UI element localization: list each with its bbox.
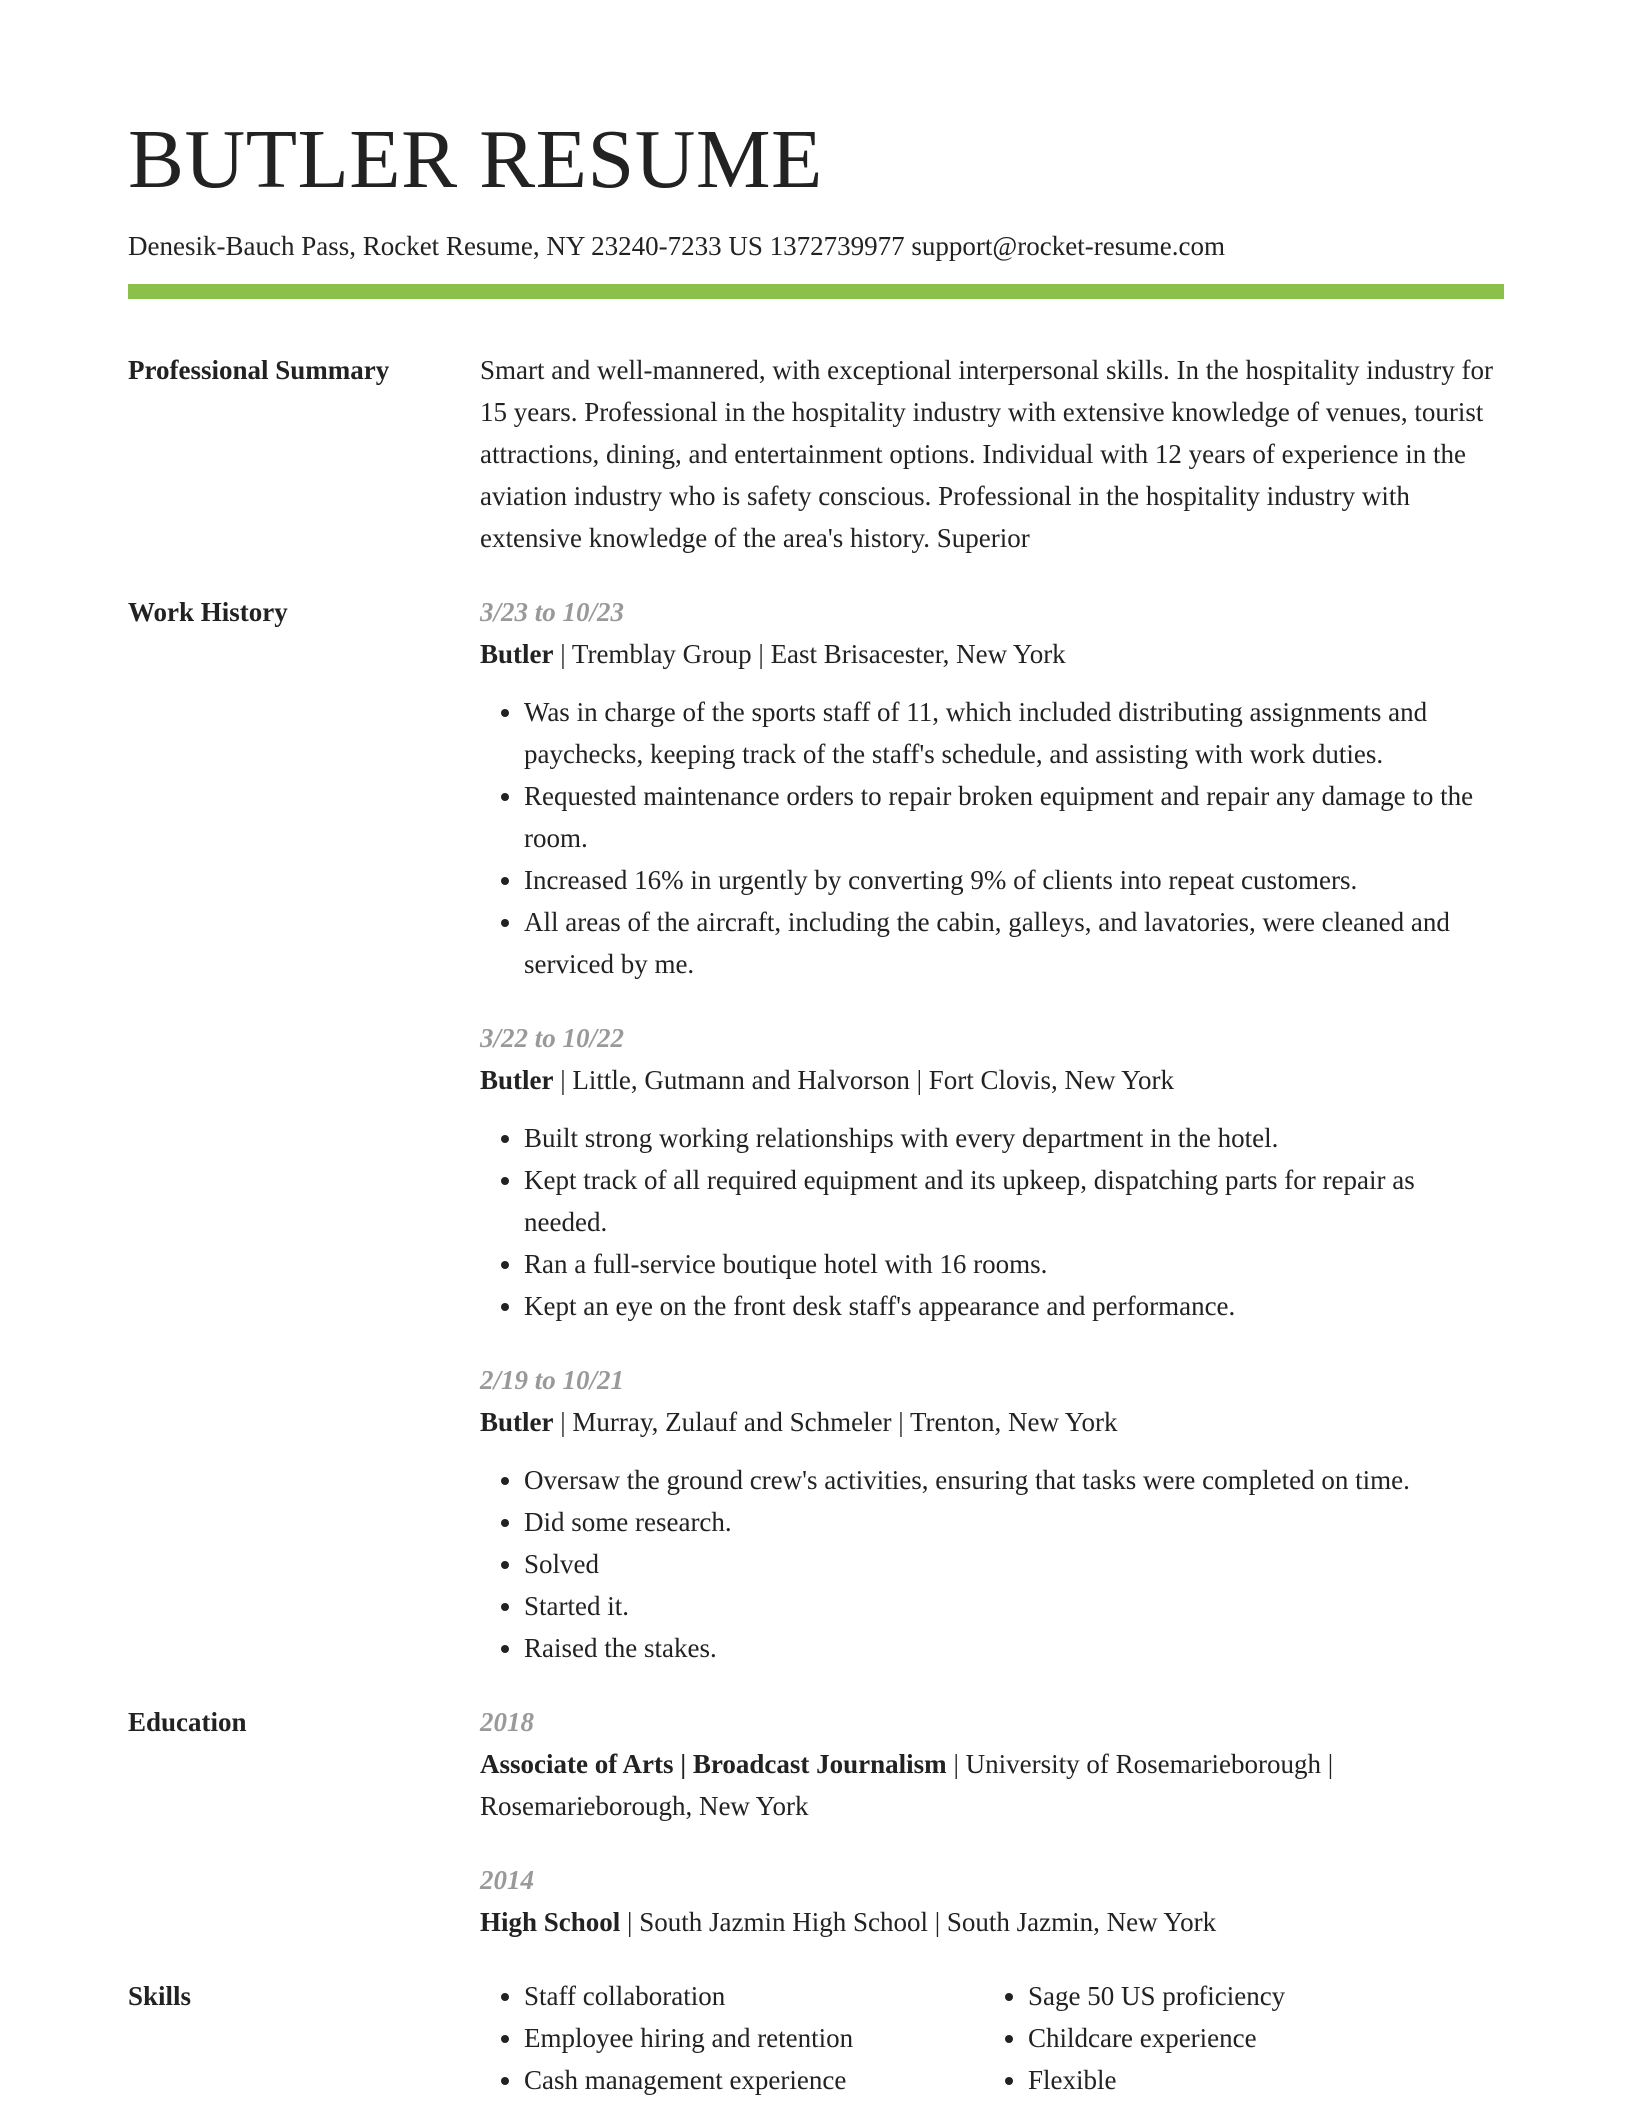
skills-section: [128, 1975, 1504, 2101]
job-bullet: • Oversaw the ground crew's activities, ensuring that tasks were completed on time.: [524, 1459, 1504, 1501]
skill-item: • Sage 50 US proficiency: [1028, 1975, 1488, 2017]
job-bullet: • Ran a full-service boutique hotel with 16 rooms.: [524, 1243, 1504, 1285]
job-dates: 2/19 to 10/21: [480, 1365, 625, 1396]
job-title-line: [480, 633, 1504, 675]
job-entry: [480, 591, 1504, 985]
education-details: | South Jazmin High School | South Jazmin, New York: [620, 1907, 1217, 1938]
job-title-line: [480, 1059, 1504, 1101]
skills-heading: Skills: [128, 1981, 192, 2012]
work-history-section: [128, 591, 1504, 1669]
job-bullet: • Was in charge of the sports staff of 11, which included distributing assignments and paychecks, keeping track of the staff's schedule, and assisting with work duties.: [524, 691, 1504, 775]
skill-item: • Cash management experience: [524, 2059, 984, 2101]
job-bullets: [480, 1459, 1504, 1669]
job-bullet: • All areas of the aircraft, including the cabin, galleys, and lavatories, were cleaned and serviced by me.: [524, 901, 1504, 985]
work-history-heading: Work History: [128, 597, 288, 628]
education-section: [128, 1701, 1504, 1943]
job-bullet: • Requested maintenance orders to repair broken equipment and repair any damage to the room.: [524, 775, 1504, 859]
job-dates: 3/22 to 10/22: [480, 1023, 625, 1054]
education-line: [480, 1743, 1504, 1827]
skill-item: • Flexible: [1028, 2059, 1488, 2101]
education-line: [480, 1901, 1504, 1943]
summary-section: [128, 349, 1504, 559]
education-degree: Associate of Arts | Broadcast Journalism: [480, 1749, 947, 1780]
skill-item: • Childcare experience: [1028, 2017, 1488, 2059]
skills-column-right: [984, 1975, 1488, 2101]
summary-heading: Professional Summary: [128, 355, 390, 386]
job-details: | Tremblay Group | East Brisacester, New York: [553, 639, 1066, 670]
job-details: | Little, Gutmann and Halvorson | Fort Clovis, New York: [553, 1065, 1175, 1096]
job-role: Butler: [480, 1065, 554, 1096]
accent-divider: [128, 284, 1504, 299]
education-year: 2018: [480, 1707, 534, 1738]
education-heading: Education: [128, 1707, 247, 1738]
job-bullet: • Kept an eye on the front desk staff's appearance and performance.: [524, 1285, 1504, 1327]
education-entry: [480, 1701, 1504, 1827]
job-title-line: [480, 1401, 1504, 1443]
job-bullet: • Started it.: [524, 1585, 1504, 1627]
job-bullet: • Solved: [524, 1543, 1504, 1585]
education-details: | University of Rosemarieborough | Rosemarieborough, New York: [480, 1749, 1334, 1822]
resume-page: [128, 0, 1504, 2101]
education-year: 2014: [480, 1865, 534, 1896]
job-bullet: • Did some research.: [524, 1501, 1504, 1543]
job-entry: [480, 1359, 1504, 1669]
job-details: | Murray, Zulauf and Schmeler | Trenton, New York: [553, 1407, 1118, 1438]
job-dates: 3/23 to 10/23: [480, 597, 625, 628]
resume-title: BUTLER RESUME: [128, 113, 823, 206]
job-role: Butler: [480, 639, 554, 670]
job-bullet: • Built strong working relationships with every department in the hotel.: [524, 1117, 1504, 1159]
contact-line: Denesik-Bauch Pass, Rocket Resume, NY 23240-7233 US 1372739977 support@rocket-resume.com: [128, 231, 1225, 261]
job-bullets: [480, 1117, 1504, 1327]
education-entries: [480, 1701, 1504, 1943]
skill-item: • Employee hiring and retention: [524, 2017, 984, 2059]
summary-text: Smart and well-mannered, with exceptional interpersonal skills. In the hospitality industry for 15 years. Professional in the hospitality industry with extensive knowledge of venues, tourist attractions, dining, and entertainment options. Individual with 12 years of experience in the aviation industry who is safety conscious. Professional in the hospitality industry with extensive knowledge of the area's history. Superior: [480, 355, 1494, 554]
education-degree: High School: [480, 1907, 621, 1938]
job-entry: [480, 1017, 1504, 1327]
skills-list: [480, 1975, 1504, 2101]
education-entry: [480, 1859, 1504, 1943]
job-role: Butler: [480, 1407, 554, 1438]
job-bullets: [480, 691, 1504, 985]
work-history-entries: [480, 591, 1504, 1669]
skills-column-left: [480, 1975, 984, 2101]
job-bullet: • Raised the stakes.: [524, 1627, 1504, 1669]
job-bullet: • Increased 16% in urgently by converting 9% of clients into repeat customers.: [524, 859, 1504, 901]
job-bullet: • Kept track of all required equipment and its upkeep, dispatching parts for repair as needed.: [524, 1159, 1504, 1243]
skill-item: • Staff collaboration: [524, 1975, 984, 2017]
